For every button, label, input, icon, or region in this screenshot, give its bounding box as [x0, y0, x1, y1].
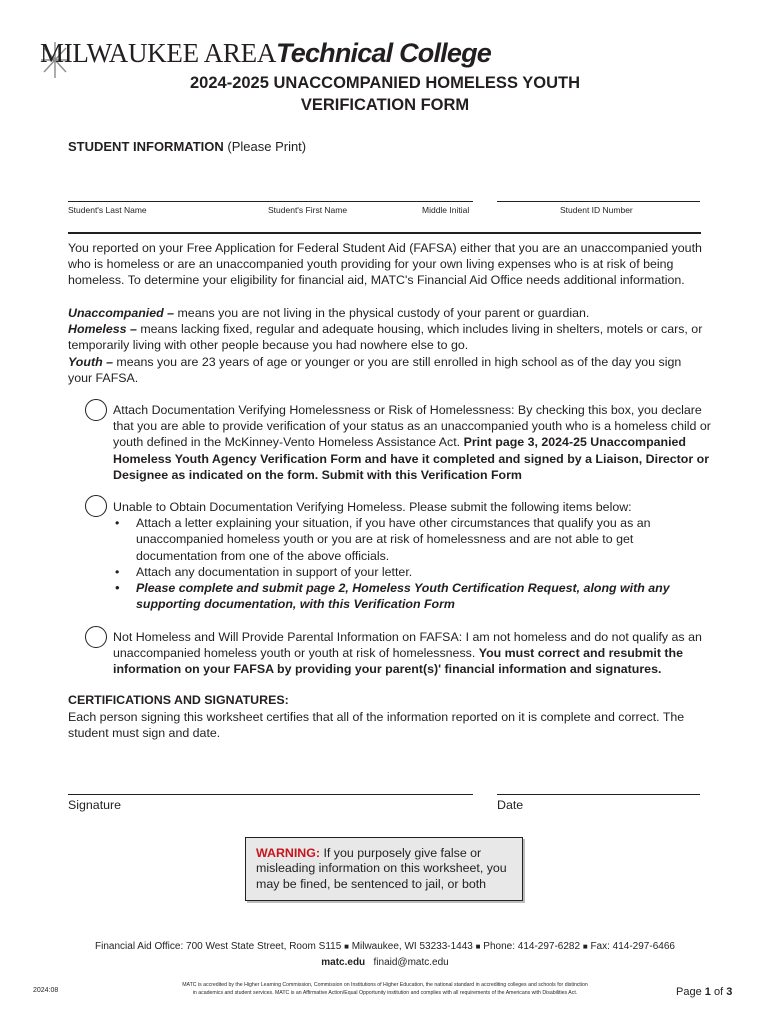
footer-email[interactable]: finaid@matc.edu — [373, 957, 449, 968]
first-name-label: Student's First Name — [268, 205, 348, 215]
footer-office: Financial Aid Office: 700 West State Street, Room S115 — [95, 941, 342, 952]
signature-label: Signature — [68, 798, 122, 812]
page-number — [676, 986, 732, 998]
student-name-field[interactable] — [68, 201, 473, 202]
option-not-homeless-text: Not Homeless and Will Provide Parental Information on FAFSA: I am not homeless and do not qualify as an unaccompanied homeless youth or youth at risk of homelessness. — [113, 630, 702, 661]
student-info-heading-text: STUDENT INFORMATION — [68, 139, 224, 154]
student-id-label: Student ID Number — [560, 205, 633, 215]
definitions — [68, 305, 708, 386]
footer-website[interactable]: matc.edu — [321, 957, 366, 968]
option-no-documentation-list — [115, 515, 713, 612]
list-item: • Attach any documentation in support of your letter. — [115, 564, 713, 580]
student-id-field[interactable] — [497, 201, 700, 202]
footer-phone: Phone: 414-297-6282 — [483, 941, 581, 952]
date-label: Date — [497, 798, 524, 812]
option-no-documentation-checkbox[interactable] — [85, 495, 107, 517]
text-youth: means you are 23 years of age or younger or you are still enrolled in high school as of the day you sign your FAFSA. — [68, 354, 682, 385]
option-documentation-text: Attach Documentation Verifying Homelessness or Risk of Homelessness: By checking this box, you declare that you are able to provide verification of your status as an unaccompanied youth who is a homeless child or youth defined in the McKinney-Vento Homeless Assistance Act. — [113, 403, 711, 450]
footer-contact — [0, 941, 770, 952]
term-unaccompanied: Unaccompanied – — [68, 306, 175, 320]
list-item: • Attach a letter explaining your situation, if you have other circumstances that qualify you as an unaccompanied homeless youth or you are at risk of homelessness and are not able to get documentation from one of the above officials. — [115, 515, 713, 564]
definition-youth — [68, 354, 708, 386]
footer-separator: ■ — [475, 942, 481, 951]
page-word: Page — [676, 986, 702, 998]
accreditation-line2: in academics and student services. MATC is an Affirmative Action/Equal Opportunity institution and complies with all requirements of the Americans with Disabilities Act. — [192, 990, 578, 996]
signature-field[interactable] — [68, 794, 473, 795]
option-documentation-instructions: Print page 3, 2024-25 Unaccompanied Homeless Youth Agency Verification Form and have it completed and signed by a Liaison, Director or Designee as indicated on the form. Submit with this Verification Form — [113, 435, 710, 482]
definition-homeless — [68, 321, 708, 353]
option-documentation-checkbox[interactable] — [85, 399, 107, 421]
list-item: • Please complete and submit page 2, Homeless Youth Certification Request, along with any supporting documentation, with this Verification Form — [115, 580, 713, 612]
option-no-documentation — [113, 499, 713, 612]
option-not-homeless-instructions: You must correct and resubmit the information on your FAFSA by providing your parent(s)' financial information and signatures. — [113, 646, 683, 677]
option-not-homeless — [113, 629, 713, 678]
form-title-line1: 2024-2025 UNACCOMPANIED HOMELESS YOUTH — [190, 74, 580, 92]
option-no-documentation-text: Unable to Obtain Documentation Verifying Homeless. Please submit the following items below: — [113, 500, 632, 514]
last-name-label: Student's Last Name — [68, 205, 147, 215]
certifications-heading: CERTIFICATIONS AND SIGNATURES: — [68, 693, 289, 707]
option-not-homeless-checkbox[interactable] — [85, 626, 107, 648]
text-homeless: means lacking fixed, regular and adequate housing, which includes living in shelters, motels or cars, or temporarily living with other people because you had nowhere else to go. — [68, 322, 703, 353]
warning-box — [245, 837, 523, 901]
middle-initial-label: Middle Initial — [422, 205, 470, 215]
accreditation-line1: MATC is accredited by the Higher Learning Commission, Commission on Institutions of Higher Education, the national standard in accrediting colleges and schools for distinction — [182, 982, 588, 988]
intro-paragraph: You reported on your Free Application for Federal Student Aid (FAFSA) either that you are an unaccompanied youth who is homeless or are an unaccompanied youth providing for your own living expenses who is at risk of being homeless. To determine your eligibility for financial aid, MATC's Financial Aid Office needs additional information. — [68, 241, 702, 288]
date-field[interactable] — [497, 794, 700, 795]
term-youth: Youth – — [68, 354, 113, 369]
student-info-heading-note: (Please Print) — [227, 139, 307, 154]
logo-plain-text: MILWAUKEE AREA — [40, 38, 277, 68]
footer-separator: ■ — [582, 942, 588, 951]
footer-fax: Fax: 414-297-6466 — [590, 941, 675, 952]
warning-text: If you purposely give false or misleading information on this worksheet, you may be fined, be sentenced to jail, or both — [256, 846, 507, 891]
page-current: 1 — [704, 986, 711, 998]
page-total: 3 — [726, 986, 733, 998]
definition-unaccompanied — [68, 305, 708, 321]
certifications-text: Each person signing this worksheet certifies that all of the information reported on it is complete and correct. The student must sign and date. — [68, 710, 685, 741]
footer-web — [0, 957, 770, 968]
option-documentation — [113, 402, 713, 483]
logo-bold-text: Technical College — [276, 38, 491, 68]
student-info-heading — [68, 139, 306, 154]
footer-city: Milwaukee, WI 53233-1443 — [351, 941, 473, 952]
text-unaccompanied: means you are not living in the physical custody of your parent or guardian. — [174, 306, 590, 320]
term-homeless: Homeless – — [68, 322, 137, 337]
form-title-line2: VERIFICATION FORM — [300, 96, 470, 114]
footer-separator: ■ — [344, 942, 349, 951]
section-divider — [68, 232, 701, 234]
college-logo — [40, 36, 491, 70]
warning-label: WARNING: — [256, 846, 321, 860]
footer-date-code: 2024:08 — [33, 987, 59, 994]
page-of: of — [713, 986, 724, 998]
